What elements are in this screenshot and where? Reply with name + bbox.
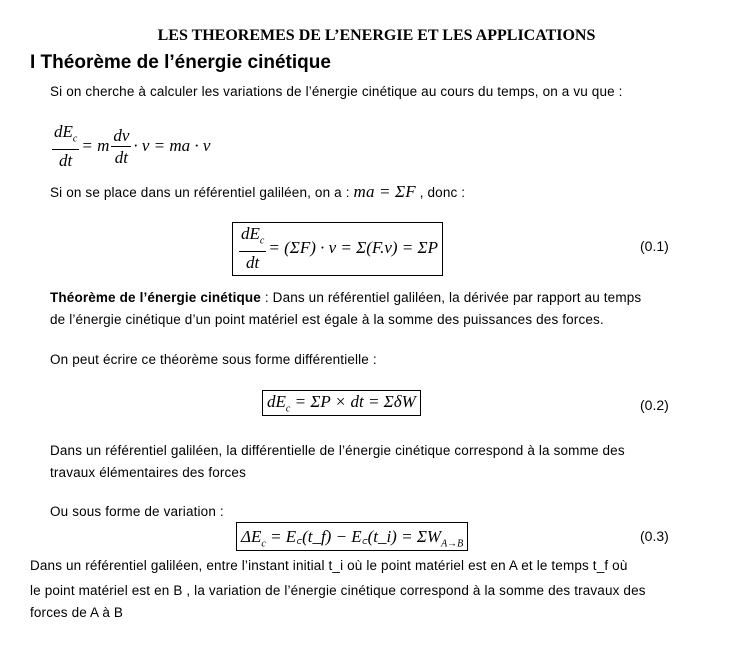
eq-sub: c: [261, 538, 266, 550]
eq-den: dt: [59, 151, 73, 171]
eq-den: dt: [246, 253, 260, 273]
text: , donc :: [419, 185, 466, 200]
eq-rest: = E꜀(t_f) − E꜀(t_i) = ΣW: [265, 527, 442, 546]
theorem-statement: [50, 290, 641, 305]
theorem-title: Théorème de l’énergie cinétique: [50, 290, 261, 305]
equation-label-0-2: (0.2): [640, 397, 669, 413]
paragraph-differential: On peut écrire ce théorème sous forme différentielle :: [50, 352, 377, 367]
eq-sub: c: [285, 403, 291, 415]
equation-0-3: [236, 522, 468, 551]
equation-label-0-3: (0.3): [640, 528, 669, 544]
section-heading: I Théorème de l’énergie cinétique: [30, 52, 331, 73]
equation-derivative: [50, 122, 210, 172]
newton-law-math: ma = ΣF: [353, 182, 416, 201]
eq-sub2: A→B: [441, 538, 464, 550]
paragraph-conclusion-3: forces de A à B: [30, 605, 124, 620]
paragraph-differential-explain-2: travaux élémentaires des forces: [50, 465, 246, 480]
equation-0-1: [232, 222, 443, 276]
text: Si on se place dans un référentiel galiléen, on a :: [50, 185, 350, 200]
paragraph-galilean: [50, 182, 465, 202]
eq-den2: dt: [114, 147, 128, 167]
document-title: LES THEOREMES DE L’ENERGIE ET LES APPLICATIONS: [157, 27, 596, 44]
eq-rest: · v = ma · v: [133, 136, 211, 156]
paragraph-intro: Si on cherche à calculer les variations de l’énergie cinétique au cours du temps, on a vu que :: [50, 84, 623, 99]
paragraph-variation: Ou sous forme de variation :: [50, 504, 224, 519]
paragraph-differential-explain: Dans un référentiel galiléen, la différentielle de l’énergie cinétique correspond à la somme des: [50, 443, 625, 458]
eq-sub: c: [72, 133, 78, 145]
eq-sub: c: [259, 235, 265, 247]
eq-rest: = ΣP × dt = ΣδW: [290, 392, 416, 411]
eq-num: dE: [54, 122, 73, 141]
eq-m: = m: [81, 136, 110, 156]
theorem-statement-line2: de l’énergie cinétique d’un point matériel est égale à la somme des puissances des forces.: [50, 312, 604, 327]
eq-text: dE: [267, 392, 286, 411]
equation-0-2: [262, 390, 421, 416]
eq-rest: = (ΣF) · v = Σ(F.v) = ΣP: [268, 238, 439, 258]
eq-num2: dv: [113, 125, 130, 145]
eq-text: ΔE: [241, 527, 262, 546]
equation-label-0-1: (0.1): [640, 238, 669, 254]
eq-num: dE: [241, 224, 260, 243]
text: : Dans un référentiel galiléen, la dérivée par rapport au temps: [260, 290, 642, 305]
paragraph-conclusion-1: Dans un référentiel galiléen, entre l’instant initial t_i où le point matériel est en A et le temps t_f où: [30, 558, 628, 573]
paragraph-conclusion-2: le point matériel est en B , la variation de l’énergie cinétique correspond à la somme des travaux des: [30, 583, 646, 598]
